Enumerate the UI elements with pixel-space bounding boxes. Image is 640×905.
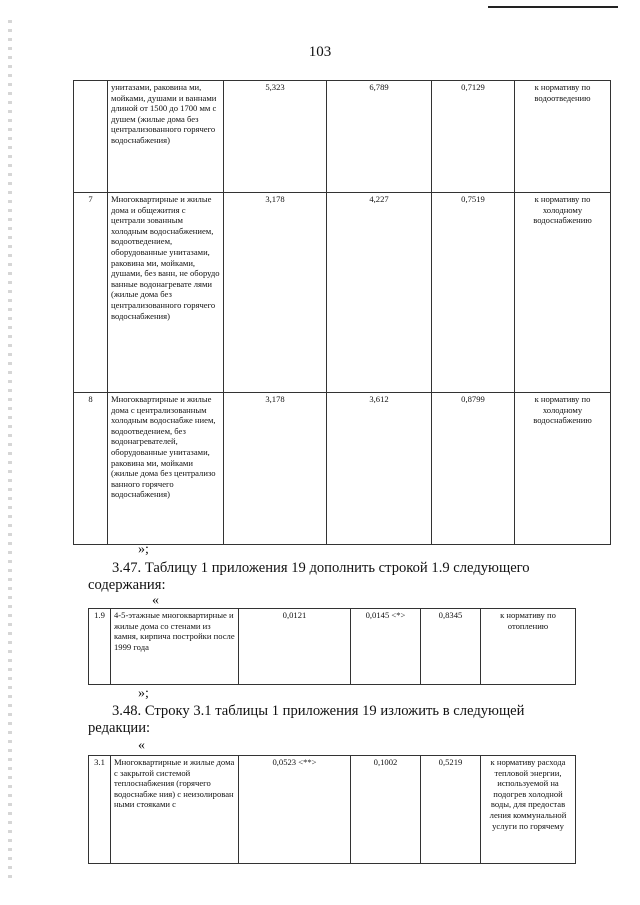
section-3-47-line-1: 3.47. Таблицу 1 приложения 19 дополнить строкой 1.9 следующего bbox=[112, 560, 530, 576]
table-row bbox=[89, 609, 576, 685]
row-number: 3.1 bbox=[89, 756, 111, 864]
value-cell-1: 0,0121 bbox=[239, 609, 351, 685]
closing-quote: »; bbox=[138, 542, 149, 557]
value-cell-3: 0,5219 bbox=[421, 756, 481, 864]
row-note: к нормативу расхода тепловой энергии, используемой на подогрев холодной воды, для предостав ления коммунальной услуги по горячему bbox=[481, 756, 576, 864]
row-description: Многоквартирные и жилые дома и общежития с централи зованным холодным водоснабжением, водоотведением, оборудованные унитазами, раковина ми, мойками, душами, без ванн, не оборудо ванные водонагревате лями (жилые дома без централизованного горячего водоснабжения) bbox=[108, 193, 224, 393]
row-note: к нормативу по холодному водоснабжению bbox=[515, 193, 611, 393]
top-rule bbox=[488, 6, 618, 8]
value-cell-1: 5,323 bbox=[224, 81, 327, 193]
value-cell-2: 0,1002 bbox=[351, 756, 421, 864]
section-3-47 bbox=[88, 560, 576, 594]
row-number: 7 bbox=[74, 193, 108, 393]
row-number: 8 bbox=[74, 393, 108, 545]
value-cell-1: 3,178 bbox=[224, 393, 327, 545]
section-3-47-line-2: содержания: bbox=[88, 577, 166, 593]
row-1-9-table bbox=[88, 608, 576, 685]
page-number: 103 bbox=[308, 44, 332, 60]
row-description: унитазами, раковина ми, мойками, душами и ваннами длиной от 1500 до 1700 мм с душем (жилые дома без централизованного горячего водоснабжения) bbox=[108, 81, 224, 193]
value-cell-3: 0,8799 bbox=[432, 393, 515, 545]
row-3-1-table bbox=[88, 755, 576, 864]
row-description: 4-5-этажные многоквартирные и жилые дома со стенами из камня, кирпича постройки после 1999 года bbox=[111, 609, 239, 685]
table-row bbox=[89, 756, 576, 864]
value-cell-2: 3,612 bbox=[327, 393, 432, 545]
table-row bbox=[74, 393, 611, 545]
table-row bbox=[74, 193, 611, 393]
section-3-48-line-1: 3.48. Строку 3.1 таблицы 1 приложения 19 изложить в следующей bbox=[112, 703, 525, 719]
value-cell-2: 0,0145 <*> bbox=[351, 609, 421, 685]
row-note: к нормативу по водоотведению bbox=[515, 81, 611, 193]
row-description: Многоквартирные и жилые дома с централизованным холодным водоснабже нием, водоотведением, без водонагревателей, оборудованные унитазами, раковина ми, мойками (жилые дома без централизо ванного горячего водоснабжения) bbox=[108, 393, 224, 545]
row-number bbox=[74, 81, 108, 193]
value-cell-2: 4,227 bbox=[327, 193, 432, 393]
value-cell-2: 6,789 bbox=[327, 81, 432, 193]
value-cell-3: 0,8345 bbox=[421, 609, 481, 685]
section-3-48 bbox=[88, 703, 576, 737]
closing-quote: »; bbox=[138, 686, 149, 701]
value-cell-1: 3,178 bbox=[224, 193, 327, 393]
row-note: к нормативу по холодному водоснабжению bbox=[515, 393, 611, 545]
opening-quote: « bbox=[138, 738, 145, 753]
table-row bbox=[74, 81, 611, 193]
value-cell-3: 0,7129 bbox=[432, 81, 515, 193]
value-cell-1: 0,0523 <**> bbox=[239, 756, 351, 864]
value-cell-3: 0,7519 bbox=[432, 193, 515, 393]
section-3-48-line-2: редакции: bbox=[88, 720, 151, 736]
scan-edge-mark bbox=[8, 20, 12, 880]
opening-quote: « bbox=[152, 593, 159, 608]
row-description: Многоквартирные и жилые дома с закрытой системой теплоснабжения (горячего водоснабже ния) с неизолирован ными стояками с bbox=[111, 756, 239, 864]
row-number: 1.9 bbox=[89, 609, 111, 685]
row-note: к нормативу по отоплению bbox=[481, 609, 576, 685]
norms-table-continued bbox=[73, 80, 611, 545]
